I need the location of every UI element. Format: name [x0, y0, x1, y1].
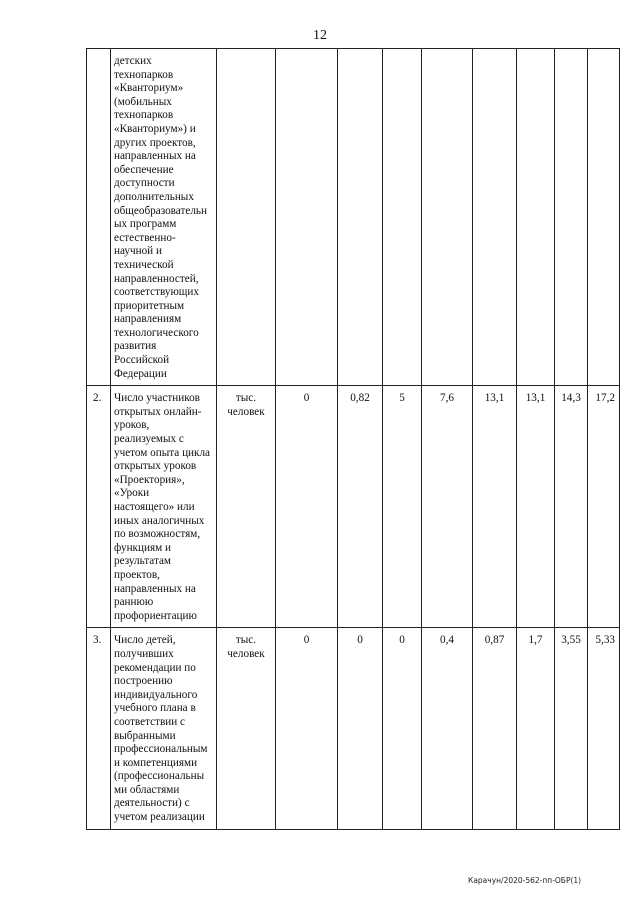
table-row — [87, 386, 620, 628]
value-cell: 0 — [338, 628, 383, 829]
value-cell: 1,7 — [517, 628, 555, 829]
value-cell: 14,3 — [555, 386, 588, 628]
table-row — [87, 628, 620, 829]
value-cell: 0,4 — [422, 628, 473, 829]
indicators-table — [86, 48, 620, 830]
unit-cell: тыс. человек — [217, 386, 276, 628]
table-row — [87, 49, 620, 386]
unit-cell: тыс. человек — [217, 628, 276, 829]
value-cell: 7,6 — [422, 386, 473, 628]
value-cell: 0,82 — [338, 386, 383, 628]
value-cell: 13,1 — [517, 386, 555, 628]
value-cell — [422, 49, 473, 386]
value-cell — [276, 49, 338, 386]
value-cell: 3,55 — [555, 628, 588, 829]
row-number: 2. — [87, 386, 111, 628]
page-number: 12 — [313, 28, 327, 43]
value-cell: 0 — [276, 628, 338, 829]
value-cell — [517, 49, 555, 386]
row-number: 3. — [87, 628, 111, 829]
indicator-description: Число участников открытых онлайн- уроков, реализуемых с учетом опыта цикла открытых уроков «Проектория», «Уроки настоящего» или иных аналогичных по возможностям, функциям и результатам проектов, направленных на раннюю профориентацию — [111, 386, 217, 628]
value-cell: 17,2 — [588, 386, 620, 628]
value-cell — [473, 49, 517, 386]
value-cell: 0 — [383, 628, 422, 829]
value-cell: 13,1 — [473, 386, 517, 628]
row-number — [87, 49, 111, 386]
indicator-description: детских технопарков «Кванториум» (мобильных технопарков «Кванториум») и других проектов, направленных на обеспечение доступности дополнительных общеобразовательн ых программ естественно- научной и технической направленностей, соответствующих приоритетным направлениям технологического развития Российской Федерации — [111, 49, 217, 386]
footer-note: Карачун/2020-562-пп-ОБР(1) — [468, 876, 582, 885]
value-cell: 0 — [276, 386, 338, 628]
value-cell: 5 — [383, 386, 422, 628]
value-cell — [383, 49, 422, 386]
unit-cell — [217, 49, 276, 386]
value-cell — [555, 49, 588, 386]
value-cell — [588, 49, 620, 386]
value-cell — [338, 49, 383, 386]
value-cell: 5,33 — [588, 628, 620, 829]
indicator-description: Число детей, получивших рекомендации по построению индивидуального учебного плана в соответствии с выбранными профессиональным и компетенциями (профессиональны ми областями деятельности) с учетом реализации — [111, 628, 217, 829]
value-cell: 0,87 — [473, 628, 517, 829]
